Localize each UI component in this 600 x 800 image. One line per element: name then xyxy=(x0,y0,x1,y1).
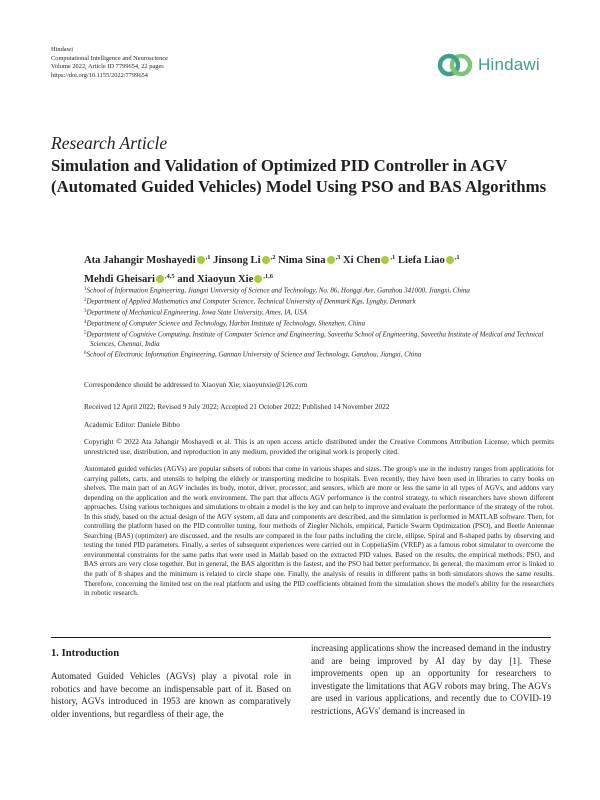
journal-header xyxy=(51,46,168,80)
section-heading: 1. Introduction xyxy=(51,648,120,659)
body-column-left: Automated Guided Vehicles (AGVs) play a pivotal role in robotics and have become an indispensable part of it. Based on history, AGVs introduced in 1953 are known as comparatively older inventions, but regardless of their age, the xyxy=(51,671,291,719)
orcid-icon[interactable] xyxy=(381,256,389,264)
paper-title: Simulation and Validation of Optimized PID Controller in AGV (Automated Guided Vehicles) Model Using PSO and BAS Algorithms xyxy=(51,156,547,196)
publication-dates: Received 12 April 2022; Revised 9 July 2022; Accepted 21 October 2022; Published 14 November 2022 xyxy=(84,402,390,411)
orcid-icon[interactable] xyxy=(446,256,454,264)
orcid-icon[interactable] xyxy=(156,275,164,283)
author-list: Ata Jahangir Moshayedi $^{,1}$ Jinsong Li $^{,2}$ Nima Sina $^{,3}$ Xi Chen $^{,1}$ Liefa Liao $^{,1}$ Mehdi Gheisari $^{,4,5}$ and Xiaoyun Xie $^{,1,6}$ xyxy=(84,254,460,285)
volume-info: Volume 2022, Article ID 7799654, 22 pages xyxy=(51,63,164,71)
publisher-name: Hindawi xyxy=(51,46,74,53)
correspondence: Correspondence should be addressed to Xiaoyun Xie; xiaoyunxie@126.com xyxy=(84,380,308,389)
affiliation: $^4$Department of Computer Science and Technology, Harbin Institute of Technology, Shenzhen, China xyxy=(84,319,366,328)
author-name[interactable]: Ata Jahangir Moshayedi xyxy=(84,255,196,266)
hindawi-logo[interactable] xyxy=(437,50,557,80)
body-column-right: increasing applications show the increased demand in the industry and are being improved by AI day by day [1]. These improvements open up an opportunity for researchers to investigate the limitations that AGV robots may bring. The AGVs are used in various applications, and recently due to COVID-19 restrictions, AGVs' demand is increased in xyxy=(311,643,551,716)
affiliation: $^5$Department of Cognitive Computing, Institute of Computer Science and Engineering, Saveetha School of Engineering, Saveetha Institute of Medical and Technical Sciences, Chennai, India xyxy=(84,330,544,348)
hindawi-logo-icon xyxy=(437,52,473,78)
logo-text: Hindawi xyxy=(478,55,540,74)
orcid-icon[interactable] xyxy=(327,256,335,264)
article-type: Research Article xyxy=(51,133,168,153)
journal-name: Computational Intelligence and Neuroscience xyxy=(51,54,168,62)
orcid-icon[interactable] xyxy=(262,256,270,264)
author-name[interactable]: Liefa Liao xyxy=(397,255,445,266)
author-name[interactable]: Nima Sina xyxy=(278,255,326,266)
affiliation: $^3$Department of Mechanical Engineering, Iowa State University, Ames, IA, USA xyxy=(84,308,308,317)
abstract: Automated guided vehicles (AGVs) are popular subsets of robots that come in various shapes and sizes. The group's use in the industry ranges from applications for carrying pallets, carts, and utensils to helping the elderly or transporting medicine to hospitals. Even recently, they have been used in libraries to carry books on shelves. The main part of an AGV includes its body, motor, driver, processor, and sensors, which are more or less the same in all types of AGVs, and addons vary depending on the application and the work environment. The part that affects AGV performance is the control strategy, to which researchers have shown different approaches. Using various techniques and simulations to obtain a model is the key and can help to improve and evaluate the performance of the strategy of the robot. In this study, based on the actual design of the AGV system, all data and components are described, and the simulation is performed in MATLAB software. Then, for controlling the platform based on the PID controller tuning, four methods of Ziegler Nichols, empirical, Particle Swarm Optimization (PSO), and Beetle Antennae Searching (BAS) (optimizer) are discussed, and the results are compared in the four paths including the circle, ellipse, Spiral and 8-shaped paths by observing and testing the tuned PID parameters. Finally, a series of subsequent experiences were carried out in CoppeliaSim (VREP) as a famous robot simulator to overcome the environmental constraints for the same paths that were used in Matlab based on the extracted PID values. Based on the results, the empirical methods, PSO, and BAS errors are very close together. But in general, the BAS algorithm is the fastest, and the PSO had better performance. In general, the maximum error is linked to the path of 8 shapes and the minimum is related to circle shape one. Finally, the analysis of results in different paths in both simulators shows the same results. Therefore, concerning the limited test on the real platform and using the PID coefficients obtained from the simulation shows the model's ability for the researchers in robotic research. xyxy=(84,465,554,598)
author-name[interactable]: Mehdi Gheisari xyxy=(84,274,155,285)
author-name[interactable]: Xi Chen xyxy=(343,255,381,266)
section-divider xyxy=(51,637,551,638)
orcid-icon[interactable] xyxy=(254,275,262,283)
author-name[interactable]: Jinsong Li xyxy=(213,255,261,266)
orcid-icon[interactable] xyxy=(197,256,205,264)
academic-editor: Academic Editor: Daniele Bibbo xyxy=(84,420,180,429)
affiliation: $^1$School of Information Engineering, Jiangxi University of Science and Technology, No. 86, Hongqi Ave, Ganzhou 341000, Jiangxi, China xyxy=(84,286,470,295)
author-name[interactable]: Xiaoyun Xie xyxy=(197,274,254,285)
affiliations xyxy=(84,285,554,360)
copyright-notice: Copyright © 2022 Ata Jahangir Moshayedi et al. This is an open access article distributed under the Creative Commons Attribution License, which permits unrestricted use, distribution, and reproduction in any medium, provided the original work is properly cited. xyxy=(84,437,554,456)
affiliation: $^6$School of Electronic Information Engineering, Gannan University of Science and Technology, Ganzhou, Jiangxi, China xyxy=(84,350,422,359)
affiliation: $^2$Department of Applied Mathematics and Computer Science, Technical University of Denmark Kgs, Lyngby, Denmark xyxy=(84,297,416,306)
doi-link[interactable]: https://doi.org/10.1155/2022/7799654 xyxy=(51,71,148,79)
